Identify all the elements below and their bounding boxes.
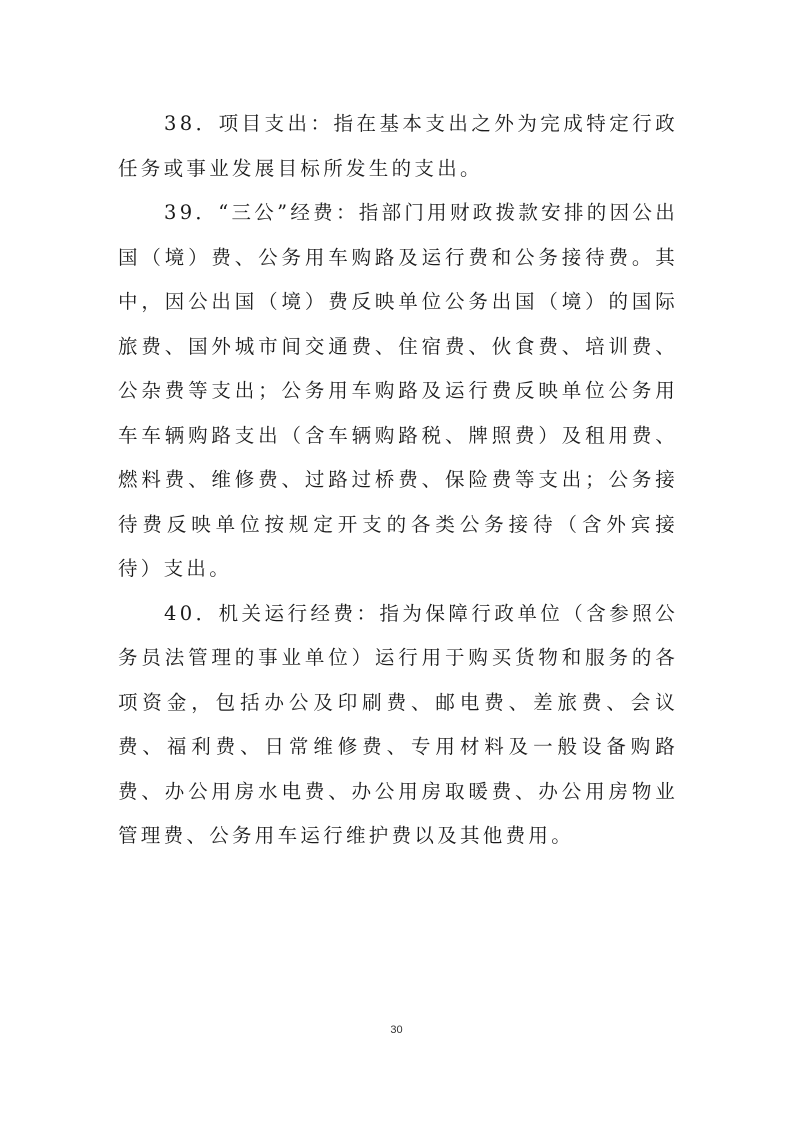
- paragraph-39-three-public-expenses: 39．“三公”经费：指部门用财政拨款安排的因公出国（境）费、公务用车购路及运行费和公务接待费。其中，因公出国（境）费反映单位公务出国（境）的国际旅费、国外城市间交通费、住宿费、伙食费、培训费、公杂费等支出；公务用车购路及运行费反映单位公务用车车辆购路支出（含车辆购路税、牌照费）及租用费、燃料费、维修费、过路过桥费、保险费等支出；公务接待费反映单位按规定开支的各类公务接待（含外宾接待）支出。: [118, 201, 678, 580]
- paragraph-40-agency-operating-expenses: 40．机关运行经费：指为保障行政单位（含参照公务员法管理的事业单位）运行用于购买货物和服务的各项资金，包括办公及印刷费、邮电费、差旅费、会议费、福利费、日常维修费、专用材料及一般设备购路费、办公用房水电费、办公用房取暖费、办公用房物业管理费、公务用车运行维护费以及其他费用。: [118, 601, 678, 847]
- page-number: 30: [390, 1024, 403, 1036]
- document-body: [118, 102, 678, 859]
- paragraph-38-project-expenditure: 38．项目支出：指在基本支出之外为完成特定行政任务或事业发展目标所发生的支出。: [118, 112, 678, 180]
